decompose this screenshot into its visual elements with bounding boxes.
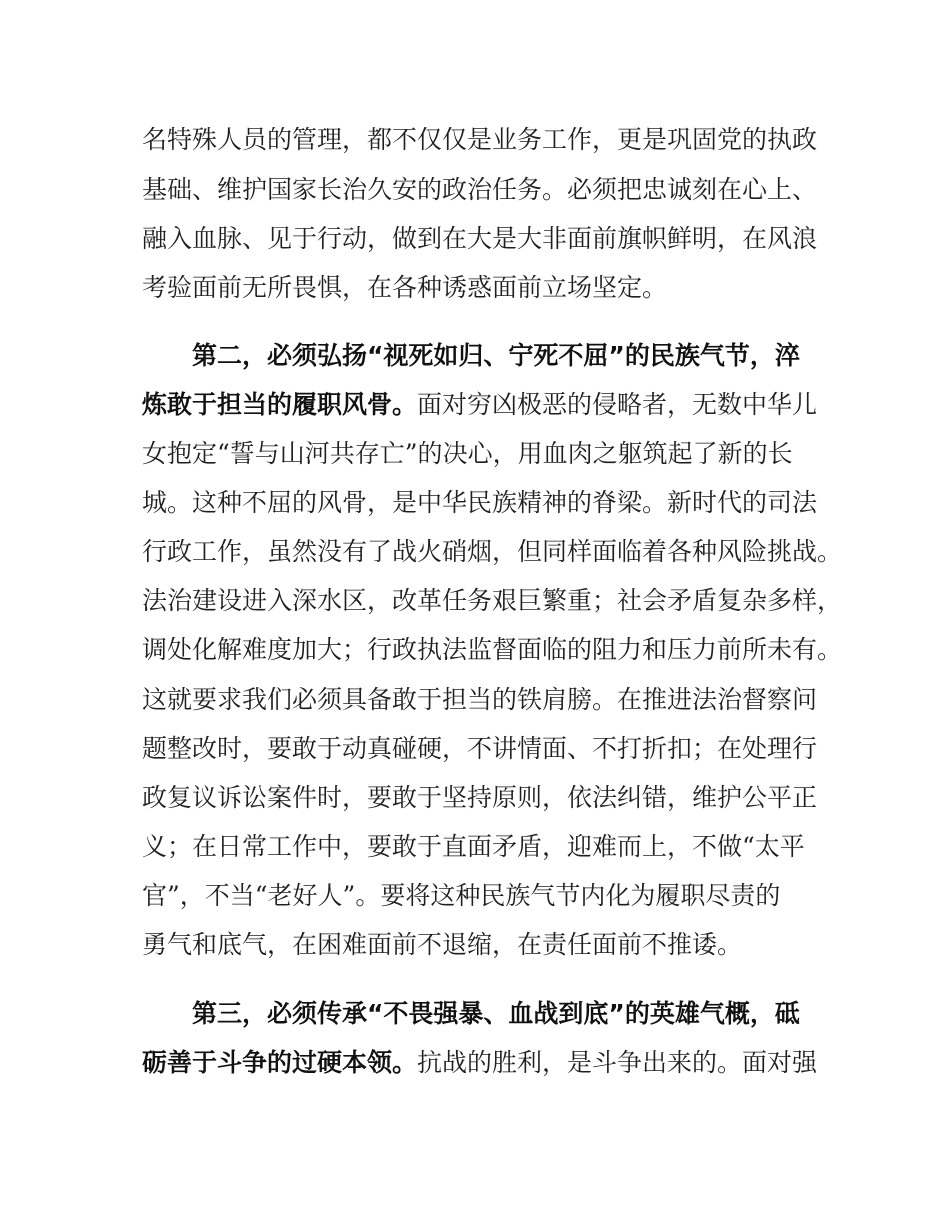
paragraph-2-line-10: 政复议诉讼案件时，要敢于坚持原则，依法纠错，维护公平正 [142, 783, 818, 812]
paragraph-2-line-7: 调处化解难度加大；行政执法监督面临的阻力和压力前所未有。 [142, 635, 843, 664]
paragraph-1-line-4: 考验面前无所畏惧，在各种诱惑面前立场坚定。 [142, 273, 668, 302]
paragraph-2-line-13: 勇气和底气，在困难面前不退缩，在责任面前不推诿。 [142, 930, 743, 959]
paragraph-1-line-2: 基础、维护国家长治久安的政治任务。必须把忠诚刻在心上、 [142, 175, 818, 204]
paragraph-2-line-8: 这就要求我们必须具备敢于担当的铁肩膀。在推进法治督察问 [142, 685, 818, 714]
paragraph-1-line-1: 名特殊人员的管理，都不仅仅是业务工作，更是巩固党的执政 [142, 125, 818, 154]
paragraph-3-heading-line-2: 砺善于斗争的过硬本领。 [142, 1048, 418, 1077]
paragraph-2-line-2-text: 面对穷凶极恶的侵略者，无数中华儿 [417, 390, 818, 419]
paragraph-3-heading-line-1: 第三，必须传承“不畏强暴、血战到底”的英雄气概，砥 [192, 999, 800, 1028]
paragraph-2-line-12: 官”，不当“老好人”。要将这种民族气节内化为履职尽责的 [142, 881, 781, 910]
paragraph-2-heading-line-2: 炼敢于担当的履职风骨。 [142, 390, 418, 419]
paragraph-2-line-11: 义；在日常工作中，要敢于直面矛盾，迎难而上，不做“太平 [142, 832, 805, 861]
paragraph-2-line-2 [142, 385, 950, 425]
paragraph-2-line-4: 城。这种不屈的风骨，是中华民族精神的脊梁。新时代的司法 [142, 488, 818, 517]
paragraph-2-line-5: 行政工作，虽然没有了战火硝烟，但同样面临着各种风险挑战。 [142, 537, 843, 566]
paragraph-2-line-6: 法治建设进入深水区，改革任务艰巨繁重；社会矛盾复杂多样， [142, 586, 843, 615]
paragraph-2-heading-line-1: 第二，必须弘扬“视死如归、宁死不屈”的民族气节，淬 [192, 341, 800, 370]
paragraph-2-line-3: 女抱定“誓与山河共存亡”的决心，用血肉之躯筑起了新的长 [142, 439, 793, 468]
paragraph-2-line-9: 题整改时，要敢于动真碰硬，不讲情面、不打折扣；在处理行 [142, 734, 818, 763]
paragraph-1-line-3: 融入血脉、见于行动，做到在大是大非面前旗帜鲜明，在风浪 [142, 224, 818, 253]
paragraph-3-line-2 [142, 1043, 950, 1083]
paragraph-3-line-2-text: 抗战的胜利，是斗争出来的。面对强 [417, 1048, 818, 1077]
